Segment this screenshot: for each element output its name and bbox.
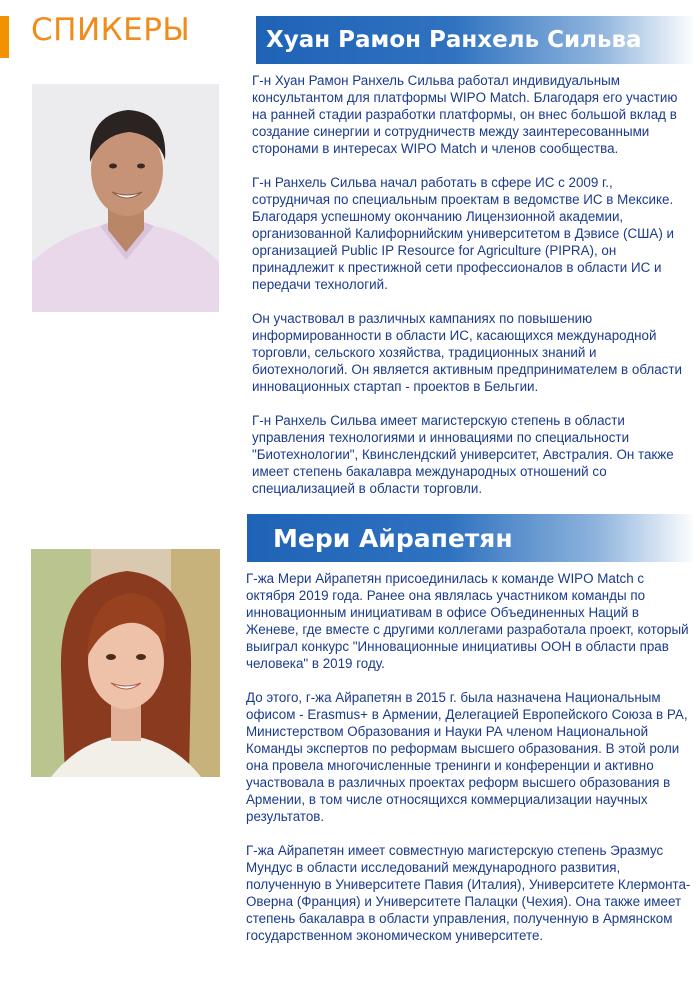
speaker-name: Хуан Рамон Ранхель Сильва xyxy=(266,27,642,53)
speaker-name-banner xyxy=(247,514,696,562)
bio-paragraph: Он участвовал в различных кампаниях по повышению информированности в области ИС, касающихся международной торговли, сельского хозяйства, традиционных знаний и биотехнологий. Он является активным предпринимателем в области инновационных стартап - проектов в Бельгии. xyxy=(252,311,682,394)
speaker-bio xyxy=(246,570,692,961)
speaker-name: Мери Айрапетян xyxy=(273,523,513,553)
speaker-photo-woman xyxy=(31,549,220,777)
bio-paragraph: Г-н Ранхель Сильва имеет магистерскую степень в области управления технологиями и инновациями по специальности "Биотехнологии", Квинслендский университет, Австралия. Он также имеет степень бакалавра международных отношений со специализацией в области торговли. xyxy=(252,413,674,496)
page-heading: СПИКЕРЫ xyxy=(31,12,191,48)
bio-paragraph: До этого, г-жа Айрапетян в 2015 г. была назначена Национальным офисом - Erasmus+ в Армении, Делегацией Европейского Союза в РА, Министерством Образования и Науки РА членом Национальной Команды экспертов по реформам высшего образования. В этой роли она провела многочисленные тренинги и конференции и активно участвовала в различных проектах реформ высшего образования в Армении, в том числе относящихся коммерциализации научных результатов. xyxy=(246,690,688,824)
bio-paragraph: Г-н Ранхель Сильва начал работать в сфере ИС с 2009 г., сотрудничая по специальным проектам в ведомстве ИС в Мексике. Благодаря успешному окончанию Лицензионной академии, организованной Калифорнийским университетом в Дэвисе (США) и организацией Public IP Resource for Agriculture (PIPRA), он принадлежит к престижной сети профессионалов в области ИС и передачи технологий. xyxy=(252,175,674,292)
bio-paragraph: Г-н Хуан Рамон Ранхель Сильва работал индивидуальным консультантом для платформы WIPO Match. Благодаря его участию на ранней стадии разработки платформы, он внес большой вклад в создание синергии и сотрудничеств между заинтересованными сторонами в интересах WIPO Match и членов сообщества. xyxy=(252,73,678,156)
bio-paragraph: Г-жа Айрапетян имеет совместную магистерскую степень Эразмус Мундус в области исследований международного развития, полученную в Университете Павия (Италия), Университете Клермонта-Оверна (Франция) и Университете Палацки (Чехия). Она также имеет степень бакалавра в области управления, полученную в Армянском государственном экономическом университете. xyxy=(246,843,691,943)
heading-accent-bar xyxy=(0,16,9,58)
speaker-name-banner xyxy=(256,16,696,64)
speaker-photo-man xyxy=(32,84,219,312)
speaker-bio xyxy=(252,72,692,514)
bio-paragraph: Г-жа Мери Айрапетян присоединилась к команде WIPO Match с октября 2019 года. Ранее она являлась участником команды по инновационным инициативам в офисе Объединенных Наций в Женеве, где вместе с другими коллегами разработала проект, который выиграл конкурс "Инновационные инициативы ООН в области прав человека" в 2019 году. xyxy=(246,571,689,671)
